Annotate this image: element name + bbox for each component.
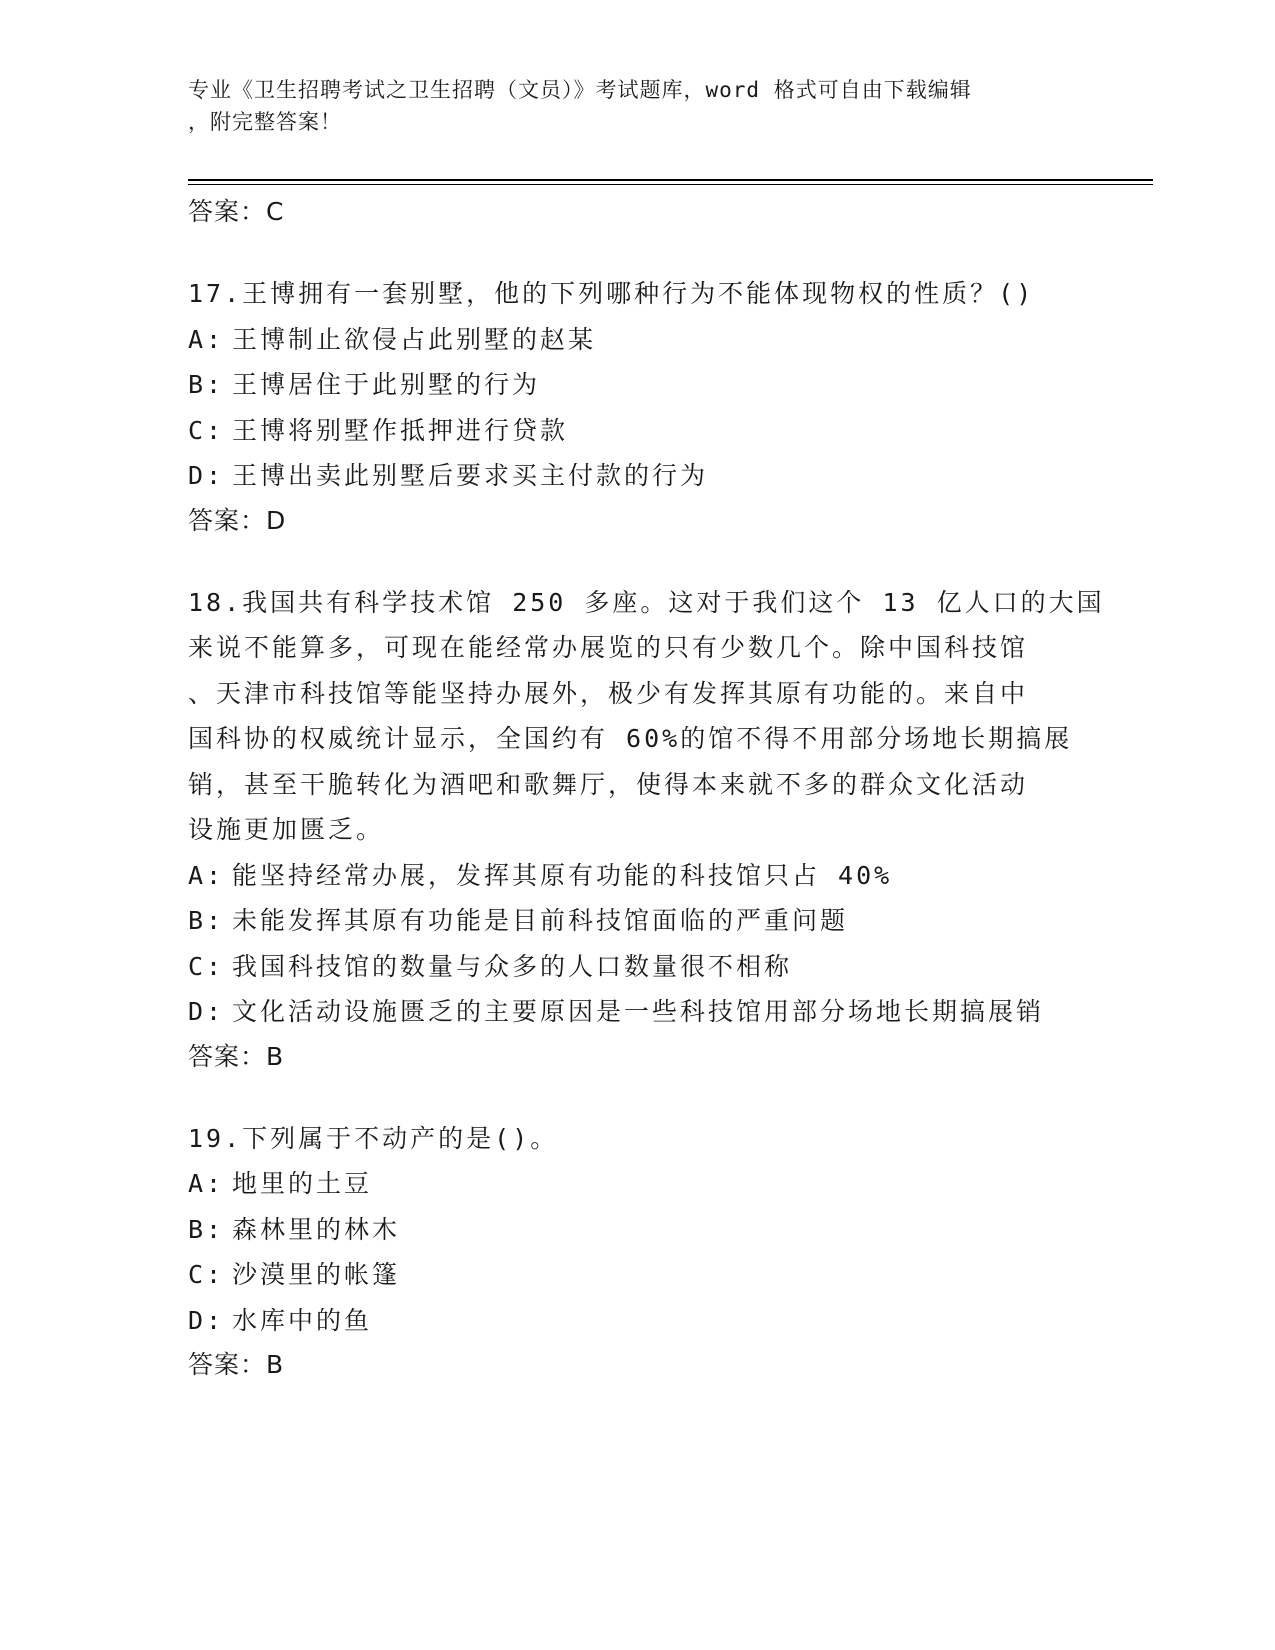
header-rule-thin — [188, 184, 1153, 185]
option-text: 能坚持经常办展，发挥其原有功能的科技馆只占 40% — [232, 860, 893, 890]
option-text: 王博出卖此别墅后要求买主付款的行为 — [232, 461, 709, 490]
spacer — [188, 543, 1148, 580]
question-18 — [188, 580, 1148, 1079]
answer: 答案：D — [188, 505, 287, 535]
question-stem: 17.王博拥有一套别墅，他的下列哪种行为不能体现物权的性质？() — [188, 279, 1035, 308]
option-key: A: — [188, 860, 225, 890]
option-b — [188, 362, 1148, 408]
question-19 — [188, 1116, 1148, 1388]
option-c — [188, 1252, 1148, 1298]
option-text: 我国科技馆的数量与众多的人口数量很不相称 — [232, 951, 793, 981]
answer: 答案：B — [188, 1350, 285, 1379]
option-key: D: — [188, 461, 225, 490]
question-17 — [188, 271, 1148, 543]
option-key: B: — [188, 370, 225, 399]
question-list — [188, 190, 1148, 1387]
option-key: B: — [188, 1214, 225, 1244]
option-text: 王博制止欲侵占此别墅的赵某 — [232, 324, 597, 354]
header-line-2: ，附完整答案！ — [188, 110, 342, 134]
option-key: A: — [188, 1169, 225, 1198]
option-key: A: — [188, 324, 225, 354]
option-text: 森林里的林木 — [232, 1214, 401, 1244]
option-key: C: — [188, 415, 225, 445]
option-a — [188, 317, 1148, 363]
option-text: 地里的土豆 — [232, 1169, 373, 1198]
option-b — [188, 898, 1148, 944]
option-key: B: — [188, 906, 225, 935]
document-header — [188, 74, 1088, 138]
header-rule-thick — [188, 179, 1153, 181]
header-line-1: 专业《卫生招聘考试之卫生招聘（文员）》考试题库，word 格式可自由下载编辑 — [188, 78, 972, 102]
answer: 答案：B — [188, 1041, 285, 1071]
spacer — [188, 1079, 1148, 1116]
previous-answer: 答案：C — [188, 197, 285, 226]
question-stem: 国科协的权威统计显示，全国约有 60%的馆不得不用部分场地长期搞展 — [188, 724, 1073, 753]
option-text: 王博居住于此别墅的行为 — [232, 370, 541, 399]
option-text: 王博将别墅作抵押进行贷款 — [232, 415, 569, 445]
option-b — [188, 1207, 1148, 1253]
option-d — [188, 1298, 1148, 1344]
option-c — [188, 944, 1148, 990]
question-stem: 19.下列属于不动产的是()。 — [188, 1123, 559, 1153]
question-stem: 、天津市科技馆等能坚持办展外，极少有发挥其原有功能的。来自中 — [188, 678, 1029, 708]
option-text: 水库中的鱼 — [232, 1305, 373, 1335]
option-d — [188, 453, 1148, 499]
spacer — [188, 234, 1148, 271]
option-c — [188, 408, 1148, 454]
question-stem: 销，甚至干脆转化为酒吧和歌舞厅，使得本来就不多的群众文化活动 — [188, 769, 1029, 799]
option-text: 沙漠里的帐篷 — [232, 1260, 401, 1289]
option-a — [188, 1161, 1148, 1207]
option-text: 未能发挥其原有功能是目前科技馆面临的严重问题 — [232, 906, 849, 935]
question-stem: 设施更加匮乏。 — [188, 815, 385, 844]
option-key: D: — [188, 1305, 225, 1335]
question-stem: 来说不能算多，可现在能经常办展览的只有少数几个。除中国科技馆 — [188, 633, 1029, 662]
option-key: C: — [188, 951, 225, 981]
question-stem: 18.我国共有科学技术馆 250 多座。这对于我们这个 13 亿人口的大国 — [188, 587, 1105, 617]
option-text: 文化活动设施匮乏的主要原因是一些科技馆用部分场地长期搞展销 — [232, 997, 1045, 1026]
option-a — [188, 853, 1148, 899]
option-key: D: — [188, 997, 225, 1026]
option-key: C: — [188, 1260, 225, 1289]
option-d — [188, 989, 1148, 1035]
